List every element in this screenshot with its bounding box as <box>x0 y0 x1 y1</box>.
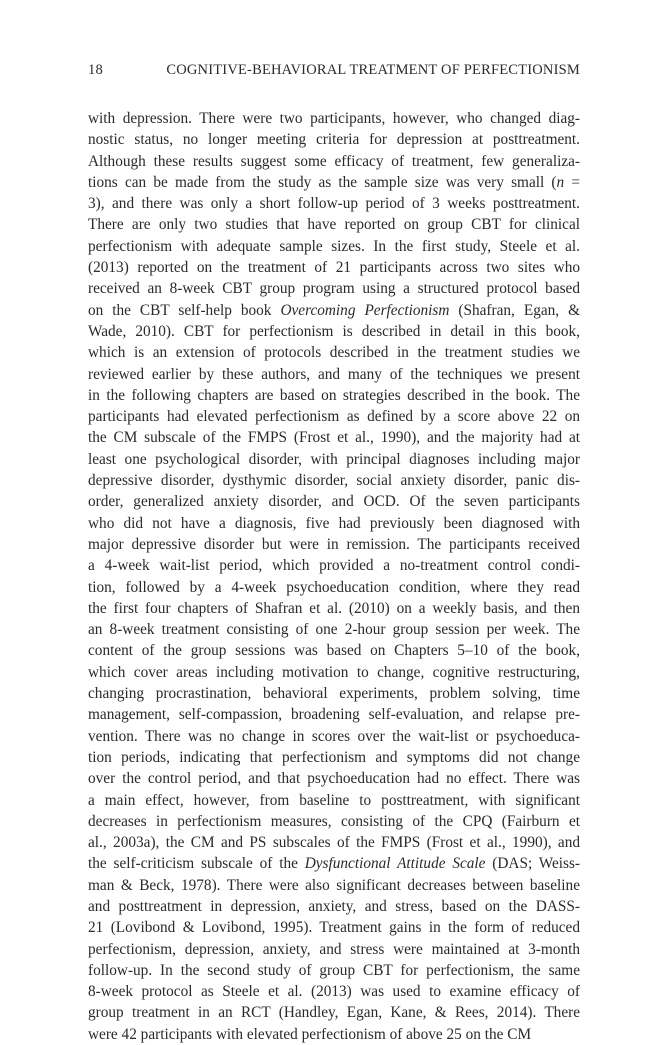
text-line: perfectionism with adequate sample sizes. In the first study, Steele et al. <box>88 237 580 255</box>
text-line: the self-criticism subscale of the Dysfunctional Attitude Scale (DAS; Weiss- <box>88 855 581 873</box>
text-line: on the CBT self-help book Overcoming Perfectionism (Shafran, Egan, & <box>88 301 580 319</box>
text-line: least one psychological disorder, with principal diagnoses including major <box>88 450 580 468</box>
text-line: Wade, 2010). CBT for perfectionism is described in detail in this book, <box>88 322 580 340</box>
text-line: perfectionism, depression, anxiety, and stress were maintained at 3-month <box>88 940 580 958</box>
text-line: which cover areas including motivation to change, cognitive restructuring, <box>88 663 580 681</box>
text-line: tion periods, indicating that perfectionism and symptoms did not change <box>88 748 580 766</box>
text-line: and posttreatment in depression, anxiety, and stress, based on the DASS- <box>88 897 580 915</box>
text-line: group treatment in an RCT (Handley, Egan, Kane, & Rees, 2014). There <box>88 1004 580 1022</box>
italic-phrase: Overcoming Perfectionism <box>280 301 450 319</box>
text-line: received an 8-week CBT group program using a structured protocol based <box>88 280 580 298</box>
text-line: al., 2003a), the CM and PS subscales of the FMPS (Frost et al., 1990), and <box>88 834 580 852</box>
text-line: a 4-week wait-list period, which provided a no-treatment control condi- <box>88 557 580 575</box>
text-line: a main effect, however, from baseline to posttreatment, with significant <box>88 791 580 809</box>
text-line: which is an extension of protocols described in the treatment studies we <box>88 344 580 362</box>
text-line: tions can be made from the study as the sample size was very small (n = <box>88 173 580 191</box>
text-line: decreases in perfectionism measures, consisting of the CPQ (Fairburn et <box>88 812 580 830</box>
text-line: with depression. There were two participants, however, who changed diag- <box>88 110 580 127</box>
text-line: the first four chapters of Shafran et al. (2010) on a weekly basis, and then <box>88 599 580 617</box>
text-line: participants had elevated perfectionism as defined by a score above 22 on <box>88 408 580 426</box>
text-line: depressive disorder, dysthymic disorder, social anxiety disorder, panic dis- <box>88 472 580 490</box>
text-line: major depressive disorder but were in remission. The participants received <box>88 535 580 553</box>
running-title: COGNITIVE-BEHAVIORAL TREATMENT OF PERFECTIONISM <box>166 62 580 78</box>
text-line: who did not have a diagnosis, five had previously been diagnosed with <box>88 514 580 532</box>
text-line: order, generalized anxiety disorder, and OCD. Of the seven participants <box>88 493 580 511</box>
text-line: in the following chapters are based on strategies described in the book. The <box>88 386 580 404</box>
text-line: (2013) reported on the treatment of 21 participants across two sites who <box>88 259 580 277</box>
text-line: were 42 participants with elevated perfectionism of above 25 on the CM <box>88 1025 532 1043</box>
text-line: There are only two studies that have reported on group CBT for clinical <box>88 216 580 234</box>
text-line: Although these results suggest some efficacy of treatment, few generaliza- <box>88 152 580 170</box>
text-line: reviewed earlier by these authors, and many of the techniques we present <box>88 365 580 383</box>
text-line: an 8-week treatment consisting of one 2-hour group session per week. The <box>88 621 580 639</box>
text-line: the CM subscale of the FMPS (Frost et al., 1990), and the majority had at <box>88 429 580 447</box>
text-line: changing procrastination, behavioral experiments, problem solving, time <box>88 685 580 703</box>
text-line: tion, followed by a 4-week psychoeducation condition, where they read <box>88 578 580 596</box>
text-line: management, self-compassion, broadening self-evaluation, and relapse pre- <box>88 706 580 724</box>
page-number: 18 <box>88 62 103 78</box>
text-line: 8-week protocol as Steele et al. (2013) was used to examine efficacy of <box>88 983 580 1001</box>
italic-phrase: Dysfunctional Attitude Scale <box>304 855 486 873</box>
running-header <box>88 62 580 82</box>
text-line: man & Beck, 1978). There were also significant decreases between baseline <box>88 876 580 894</box>
body-paragraph <box>88 108 580 1045</box>
text-line: content of the group sessions was based on Chapters 5–10 of the book, <box>88 642 580 660</box>
text-line: follow-up. In the second study of group CBT for perfectionism, the same <box>88 961 580 979</box>
italic-phrase: n <box>556 173 565 191</box>
text-line: nostic status, no longer meeting criteria for depression at posttreatment. <box>88 131 580 149</box>
text-line: over the control period, and that psychoeducation had no effect. There was <box>88 770 580 788</box>
text-line: vention. There was no change in scores over the wait-list or psychoeduca- <box>88 727 580 745</box>
text-line: 21 (Lovibond & Lovibond, 1995). Treatment gains in the form of reduced <box>88 919 580 937</box>
text-line: 3), and there was only a short follow-up period of 3 weeks posttreatment. <box>88 195 580 213</box>
